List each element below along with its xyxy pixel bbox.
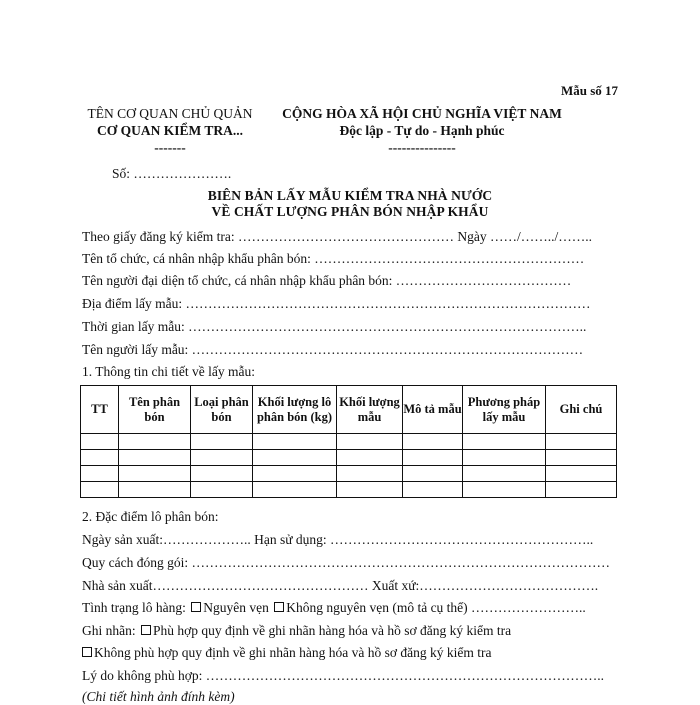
document-title-line2: VỀ CHẤT LƯỢNG PHÂN BÓN NHẬP KHẨU <box>211 204 489 219</box>
national-header <box>272 105 572 156</box>
label-compliance-line <box>82 623 511 639</box>
parent-agency-name: TÊN CƠ QUAN CHỦ QUẢN <box>87 106 253 121</box>
table-cell[interactable] <box>191 482 253 498</box>
label-compliant-checkbox[interactable] <box>141 625 151 635</box>
table-cell[interactable] <box>403 450 463 466</box>
table-cell[interactable] <box>463 434 546 450</box>
sampler-name-field: Tên người lấy mẫu: …………………………………………………………………………… <box>82 342 584 357</box>
column-header: Khối lượng mẫu <box>337 386 403 434</box>
agency-divider: ------- <box>154 140 186 155</box>
table-cell[interactable] <box>463 466 546 482</box>
table-cell[interactable] <box>191 434 253 450</box>
lot-status-label: Tình trạng lô hàng: <box>82 600 186 615</box>
table-cell[interactable] <box>119 450 191 466</box>
document-title <box>150 188 550 220</box>
form-number: Mẫu số 17 <box>560 83 618 98</box>
table-cell[interactable] <box>119 482 191 498</box>
table-row <box>81 434 617 450</box>
document-number-line: Số: …………………. <box>112 166 232 181</box>
sampling-location-field: Địa điểm lấy mẫu: ……………………………………………………………………………… <box>82 296 591 311</box>
column-header: Tên phân bón <box>119 386 191 434</box>
sampling-time-field: Thời gian lấy mẫu: …………………………………………………………………………….. <box>82 319 587 334</box>
label-compliant-option-label: Phù hợp quy định về ghi nhãn hàng hóa và hồ sơ đăng ký kiểm tra <box>153 623 512 638</box>
table-cell[interactable] <box>403 434 463 450</box>
section2-heading: 2. Đặc điểm lô phân bón: <box>82 509 219 524</box>
label-noncompliant-checkbox[interactable] <box>82 647 92 657</box>
column-header: Mô tả mẫu <box>403 386 463 434</box>
label-noncompliance-line <box>82 645 491 661</box>
national-title: CỘNG HÒA XÃ HỘI CHỦ NGHĨA VIỆT NAM <box>282 106 562 121</box>
table-cell[interactable] <box>81 434 119 450</box>
attachment-note: (Chi tiết hình ảnh đính kèm) <box>82 689 235 704</box>
column-header: Phương pháp lấy mẫu <box>463 386 546 434</box>
table-cell[interactable] <box>253 450 337 466</box>
registration-field: Theo giấy đăng ký kiểm tra: ………………………………………… Ngày ……/……../…….. <box>82 229 592 244</box>
table-cell[interactable] <box>546 482 617 498</box>
column-header: TT <box>81 386 119 434</box>
document-title-line1: BIÊN BẢN LẤY MẪU KIỂM TRA NHÀ NƯỚC <box>207 188 493 203</box>
table-row <box>81 482 617 498</box>
national-motto: Độc lập - Tự do - Hạnh phúc <box>339 123 505 138</box>
inspection-agency-name: CƠ QUAN KIỂM TRA... <box>96 123 243 138</box>
intact-checkbox[interactable] <box>191 602 201 612</box>
table-row <box>81 450 617 466</box>
not-intact-option-label: Không nguyên vẹn (mô tả cụ thể) …………………….. <box>286 600 586 615</box>
table-cell[interactable] <box>403 466 463 482</box>
production-date-field: Ngày sản xuất:……………….. Hạn sử dụng: ………………………………………………….. <box>82 532 594 547</box>
intact-option-label: Nguyên vẹn <box>203 600 269 615</box>
column-header: Ghi chú <box>546 386 617 434</box>
table-cell[interactable] <box>546 434 617 450</box>
table-cell[interactable] <box>337 482 403 498</box>
agency-header <box>70 105 270 156</box>
table-row <box>81 466 617 482</box>
table-cell[interactable] <box>253 466 337 482</box>
table-cell[interactable] <box>546 466 617 482</box>
table-cell[interactable] <box>81 450 119 466</box>
table-cell[interactable] <box>337 434 403 450</box>
table-cell[interactable] <box>546 450 617 466</box>
table-cell[interactable] <box>337 466 403 482</box>
table-cell[interactable] <box>119 466 191 482</box>
table-cell[interactable] <box>81 482 119 498</box>
table-cell[interactable] <box>253 482 337 498</box>
column-header: Khối lượng lô phân bón (kg) <box>253 386 337 434</box>
table-cell[interactable] <box>191 450 253 466</box>
column-header: Loại phân bón <box>191 386 253 434</box>
table-cell[interactable] <box>403 482 463 498</box>
not-intact-checkbox[interactable] <box>274 602 284 612</box>
label-compliance-label: Ghi nhãn: <box>82 623 136 638</box>
lot-status-line <box>82 600 586 616</box>
table-cell[interactable] <box>337 450 403 466</box>
representative-field: Tên người đại diện tổ chức, cá nhân nhập khẩu phân bón: ………………………………… <box>82 273 572 288</box>
table-cell[interactable] <box>81 466 119 482</box>
table-cell[interactable] <box>119 434 191 450</box>
table-cell[interactable] <box>191 466 253 482</box>
table-cell[interactable] <box>463 482 546 498</box>
table-header-row <box>81 386 617 434</box>
packaging-field: Quy cách đóng gói: ………………………………………………………………………………… <box>82 555 610 570</box>
manufacturer-field: Nhà sản xuất………………………………………… Xuất xứ:…………………………………. <box>82 578 599 593</box>
importer-field: Tên tổ chức, cá nhân nhập khẩu phân bón: …………………………………………………… <box>82 251 585 266</box>
table-cell[interactable] <box>463 450 546 466</box>
label-noncompliant-option-label: Không phù hợp quy định về ghi nhãn hàng hóa và hồ sơ đăng ký kiểm tra <box>94 645 492 660</box>
noncompliance-reason-field: Lý do không phù hợp: …………………………………………………………………………….. <box>82 668 605 683</box>
section1-heading: 1. Thông tin chi tiết về lấy mẫu: <box>82 364 255 379</box>
sampling-table <box>80 385 617 498</box>
national-divider: --------------- <box>388 140 456 155</box>
table-cell[interactable] <box>253 434 337 450</box>
